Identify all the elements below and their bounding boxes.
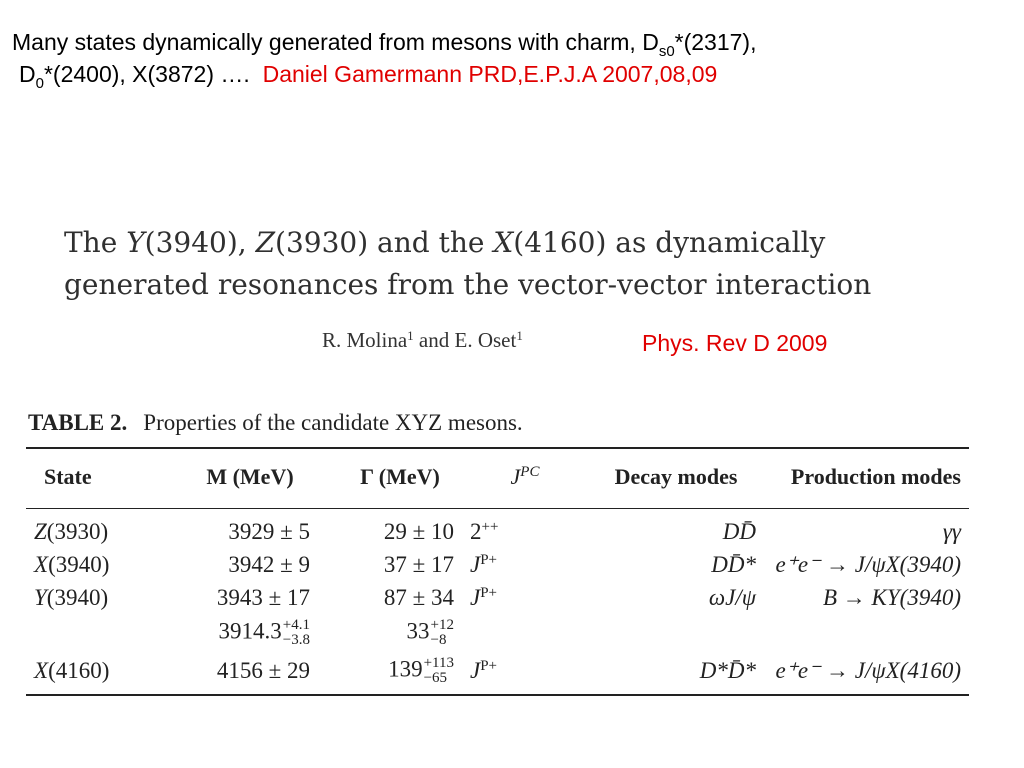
paper-authors: R. Molina$^1$ and E. Oset$^1$ [322,328,523,352]
table-bottom-rule [26,694,969,696]
header-jpc: $J^{PC}$ [510,464,540,489]
jpc-cell: $J^{P+}$ [470,658,498,683]
header-decay: Decay modes [614,464,738,489]
table-caption-text: Properties of the candidate XYZ mesons. [143,410,523,435]
jpc-cell: $J^{P+}$ [470,551,498,577]
header-production: Production modes [790,464,961,489]
mass-cell: 4156 ± 29 [216,658,310,683]
decay-cell: D*D̄* [699,658,756,683]
mass-cell: 3929 ± 5 [228,518,310,544]
table-row [26,581,969,614]
mass-cell: 3942 ± 9 [228,551,310,577]
mass-cell: 3943 ± 17 [216,584,310,610]
width-cell: 37 ± 17 [383,551,454,577]
decay-cell [568,614,764,652]
paper-title [64,222,871,306]
reference-citation: Daniel Gamermann PRD,E.P.J.A 2007,08,09 [262,61,718,87]
production-cell: B → KY(3940) [823,584,961,610]
width-cell: 29 ± 10 [383,518,454,544]
table-row [26,548,969,581]
header-state: State [44,464,92,489]
decay-cell: DD̄ [722,518,756,544]
header-line-1 [12,26,756,58]
jpc-cell: $J^{P+}$ [470,584,498,610]
header-subscript: 0 [35,75,44,92]
state-cell: Z(3930) [34,518,109,544]
table-caption-label: TABLE 2. [28,410,128,435]
header-text: *(2317), [674,29,757,55]
table-row [26,652,969,694]
state-cell: Y(3940) [34,584,109,610]
jpc-cell [462,614,568,652]
properties-table [26,447,969,696]
production-cell [764,614,969,652]
table-header-row [26,449,969,505]
decay-cell: ωJ/ψ [708,584,756,610]
paper-title-line-2: generated resonances from the vector-vector interaction [64,268,872,301]
header-line-2 [12,58,756,90]
header-mass: M (MeV) [206,464,294,489]
jpc-cell: 2++ [470,518,499,544]
decay-cell: DD̄* [711,551,756,577]
journal-reference: Phys. Rev D 2009 [642,330,828,356]
state-cell [26,614,162,652]
table-row [26,614,969,652]
production-cell: γγ [942,518,961,544]
width-cell: 139 +113 −65 [388,655,454,686]
slide-header [12,26,756,90]
state-cell: X(3940) [34,551,110,577]
header-width: Γ (MeV) [360,464,440,489]
mass-cell: 3914.3 +4.1 −3.8 [218,617,310,648]
production-cell: e⁺e⁻ → J/ψX(3940) [775,551,961,577]
header-text: D [19,61,36,87]
table-row [26,509,969,548]
production-cell: e⁺e⁻ → J/ψX(4160) [775,658,961,683]
header-text: *(2400), X(3872) …. [43,61,263,87]
header-text: Many states dynamically generated from mesons with charm, D [12,29,659,55]
header-subscript: s0 [658,43,675,60]
width-cell: 33 +12 −8 [406,617,454,648]
table-caption [28,410,523,436]
width-cell: 87 ± 34 [383,584,454,610]
paper-title-line-1: The Y(3940), Z(3930) and the X(4160) as dynamically [64,226,826,259]
state-cell: X(4160) [34,658,110,683]
